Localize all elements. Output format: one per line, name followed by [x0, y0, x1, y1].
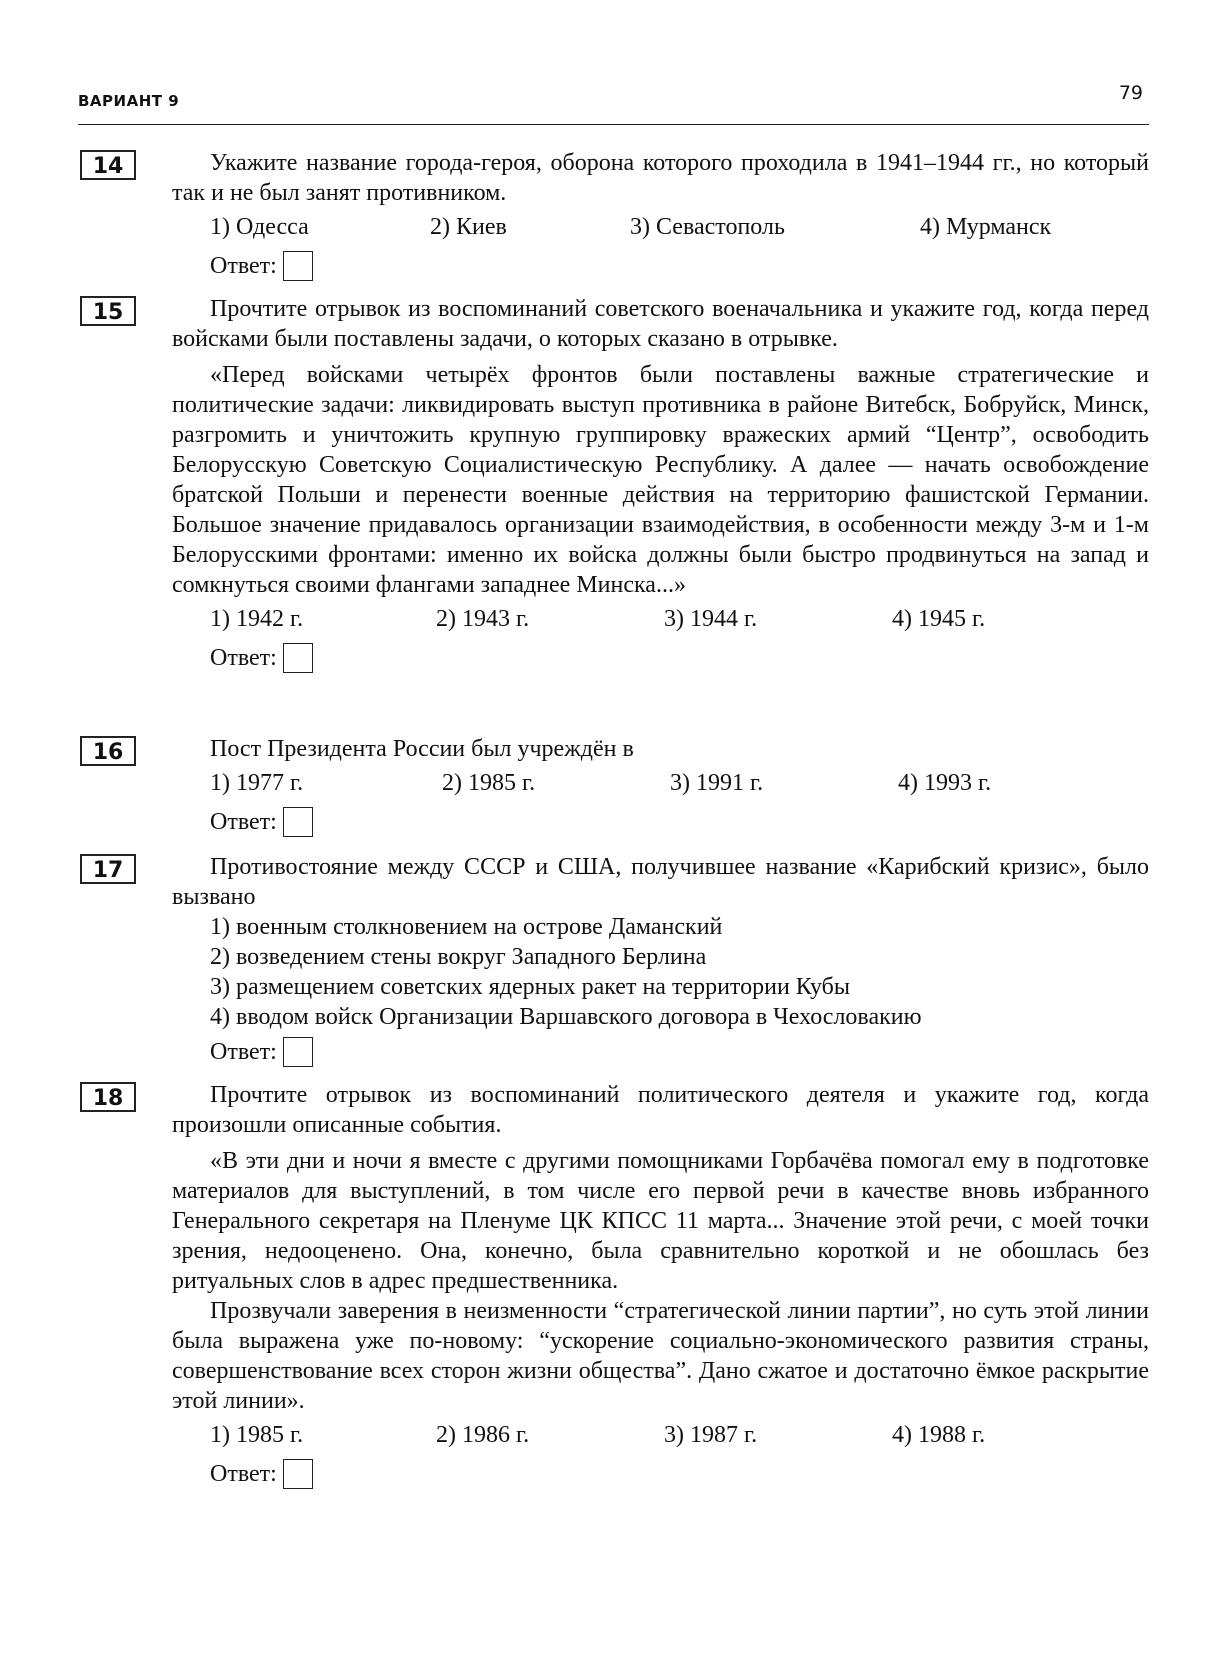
options-row	[172, 768, 1149, 802]
task-15	[78, 294, 1149, 676]
option-3[interactable]: 3) размещением советских ядерных ракет на территории Кубы	[210, 974, 851, 1000]
answer-row	[172, 248, 1149, 284]
task-number-box: 14	[80, 150, 136, 180]
task-16	[78, 734, 1149, 840]
answer-row	[172, 640, 1149, 676]
option-1[interactable]: 1) 1942 г.	[210, 606, 304, 632]
answer-label: Ответ:	[210, 1039, 277, 1065]
task-number-box: 17	[80, 854, 136, 884]
task-14	[78, 148, 1149, 284]
option-3[interactable]: 3) Севастополь	[630, 214, 785, 240]
task-quote: «Перед войсками четырёх фронтов были поставлены важные стратегические и политические задачи: ликвидировать выступ противника в районе Витебск, Бобруйск, Минск, разгромить и уничтожить крупную группировку вражеских армий “Центр”, освободить Белорусскую Советскую Социалистическую Республику. А далее — начать освобождение братской Польши и перенести военные действия на территорию фашистской Германии. Большое значение придавалось организации взаимодействия, в особенности между 3-м и 1-м Белорусскими фронтами: именно их войска должны были быстро продвинуться на запад и сомкнуться своими флангами западнее Минска...»	[172, 362, 1149, 598]
answer-label: Ответ:	[210, 809, 277, 835]
option-2[interactable]: 2) Киев	[430, 214, 507, 240]
options-row	[172, 1420, 1149, 1454]
option-4[interactable]: 4) 1988 г.	[892, 1422, 986, 1448]
task-question: Прочтите отрывок из воспоминаний советского военачальника и укажите год, когда перед войсками были поставлены задачи, о которых сказано в отрывке.	[172, 296, 1149, 352]
option-1[interactable]: 1) Одесса	[210, 214, 309, 240]
task-17	[78, 852, 1149, 1070]
options-row	[172, 604, 1149, 638]
option-1[interactable]: 1) 1985 г.	[210, 1422, 304, 1448]
task-quote: «В эти дни и ночи я вместе с другими помощниками Горбачёва помогал ему в подготовке материалов для выступлений, в том числе его первой речи в качестве вновь избранного Генерального секретаря на Пленуме ЦК КПСС 11 марта... Значение этой речи, с моей точки зрения, недооценено. Она, конечно, была сравнительно короткой и не обошлась без ритуальных слов в адрес предшественника.	[172, 1148, 1149, 1294]
answer-label: Ответ:	[210, 1461, 277, 1487]
page-number: 79	[1118, 82, 1143, 104]
answer-label: Ответ:	[210, 645, 277, 671]
answer-box[interactable]	[283, 643, 313, 673]
task-quote-continued: Прозвучали заверения в неизменности “стратегической линии партии”, но суть этой линии была выражена уже по-новому: “ускорение социально-экономического развития страны, совершенствование всех сторон жизни общества”. Дано сжатое и достаточно ёмкое раскрытие этой линии».	[172, 1298, 1149, 1414]
answer-label: Ответ:	[210, 253, 277, 279]
task-18	[78, 1080, 1149, 1492]
variant-title: ВАРИАНТ 9	[78, 92, 180, 110]
task-number-box: 18	[80, 1082, 136, 1112]
answer-row	[172, 804, 1149, 840]
task-number-box: 15	[80, 296, 136, 326]
answer-row	[172, 1034, 1149, 1070]
option-3[interactable]: 3) 1991 г.	[670, 770, 764, 796]
option-4[interactable]: 4) 1945 г.	[892, 606, 986, 632]
answer-box[interactable]	[283, 1037, 313, 1067]
option-2[interactable]: 2) возведением стены вокруг Западного Берлина	[210, 944, 707, 970]
answer-row	[172, 1456, 1149, 1492]
option-2[interactable]: 2) 1943 г.	[436, 606, 530, 632]
option-2[interactable]: 2) 1985 г.	[442, 770, 536, 796]
option-1[interactable]: 1) 1977 г.	[210, 770, 304, 796]
task-question: Прочтите отрывок из воспоминаний политического деятеля и укажите год, когда произошли описанные события.	[172, 1082, 1149, 1138]
option-4[interactable]: 4) вводом войск Организации Варшавского договора в Чехословакию	[210, 1004, 922, 1030]
options-row	[172, 212, 1149, 246]
answer-box[interactable]	[283, 807, 313, 837]
option-3[interactable]: 3) 1987 г.	[664, 1422, 758, 1448]
task-question: Пост Президента России был учреждён в	[210, 736, 634, 762]
task-question: Укажите название города-героя, оборона которого проходила в 1941–1944 гг., но который так и не был занят противником.	[172, 150, 1149, 206]
option-1[interactable]: 1) военным столкновением на острове Даманский	[210, 914, 723, 940]
answer-box[interactable]	[283, 1459, 313, 1489]
option-3[interactable]: 3) 1944 г.	[664, 606, 758, 632]
task-question: Противостояние между СССР и США, получившее название «Карибский кризис», было вызвано	[172, 854, 1149, 910]
option-4[interactable]: 4) 1993 г.	[898, 770, 992, 796]
option-4[interactable]: 4) Мурманск	[920, 214, 1052, 240]
answer-box[interactable]	[283, 251, 313, 281]
task-number-box: 16	[80, 736, 136, 766]
option-2[interactable]: 2) 1986 г.	[436, 1422, 530, 1448]
running-header	[78, 82, 1149, 125]
